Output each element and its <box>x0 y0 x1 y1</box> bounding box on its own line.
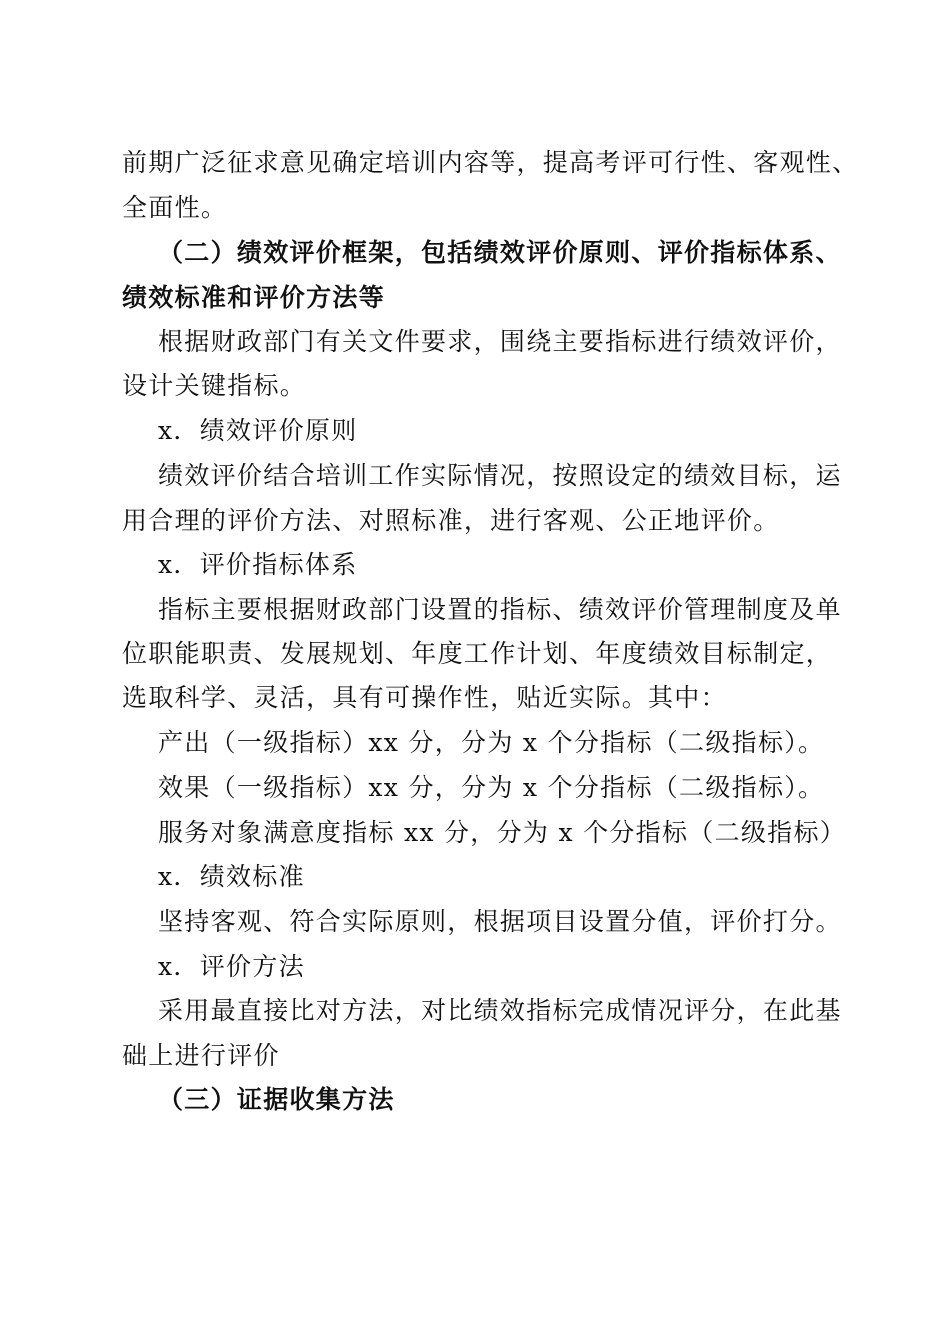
body-text-line: 前期广泛征求意见确定培训内容等，提高考评可行性、客观性、 <box>122 148 859 177</box>
subheading: x．评价指标体系 <box>158 550 358 579</box>
body-text-line: 采用最直接比对方法，对比绩效指标完成情况评分，在此基 <box>158 996 842 1025</box>
section-heading: （三）证据收集方法 <box>158 1085 395 1114</box>
body-text-line: 坚持客观、符合实际原则，根据项目设置分值，评价打分。 <box>158 907 842 936</box>
section-heading: 绩效标准和评价方法等 <box>122 283 386 312</box>
body-text-line: 指标主要根据财政部门设置的指标、绩效评价管理制度及单 <box>158 595 842 624</box>
body-text-line: 选取科学、灵活，具有可操作性，贴近实际。其中： <box>122 683 727 712</box>
body-text-line: 设计关键指标。 <box>122 371 307 400</box>
subheading: x．评价方法 <box>158 952 305 981</box>
body-text-line: 绩效评价结合培训工作实际情况，按照设定的绩效目标，运 <box>158 461 842 490</box>
indicator-line: 产出（一级指标）xx 分，分为 x 个分指标（二级指标）。 <box>158 728 825 757</box>
body-text-line: 位职能职责、发展规划、年度工作计划、年度绩效目标制定， <box>122 639 833 668</box>
body-text-line: 根据财政部门有关文件要求，围绕主要指标进行绩效评价， <box>158 327 842 356</box>
indicator-line: 效果（一级指标）xx 分，分为 x 个分指标（二级指标）。 <box>158 773 825 802</box>
body-text-line: 用合理的评价方法、对照标准，进行客观、公正地评价。 <box>122 506 780 535</box>
subheading: x．绩效标准 <box>158 862 305 891</box>
subheading: x．绩效评价原则 <box>158 416 358 445</box>
body-text-line: 础上进行评价 <box>122 1041 280 1070</box>
body-text-line: 全面性。 <box>122 193 228 222</box>
indicator-line: 服务对象满意度指标 xx 分，分为 x 个分指标（二级指标） <box>158 818 847 847</box>
section-heading: （二）绩效评价框架，包括绩效评价原则、评价指标体系、 <box>158 238 842 267</box>
